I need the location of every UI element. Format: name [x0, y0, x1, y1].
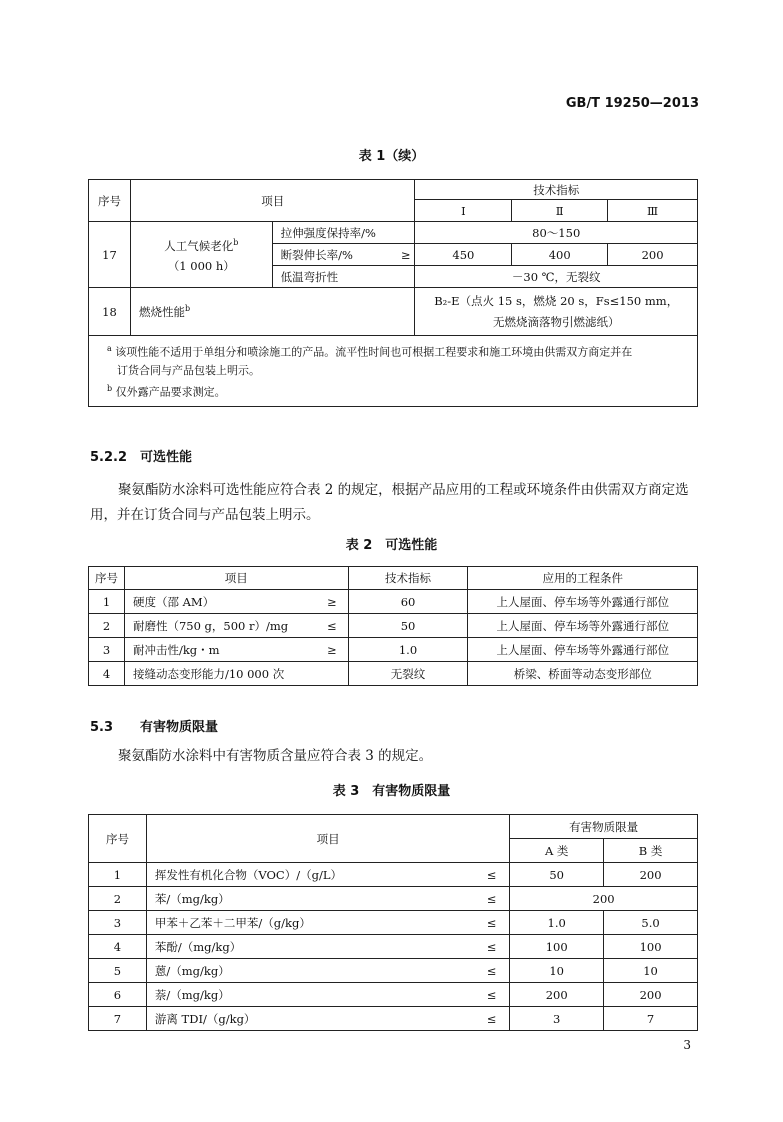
table1-caption: 表 1（续）: [358, 149, 425, 164]
t3-row-a: 100: [510, 935, 604, 959]
t1-head-item: 项目: [130, 180, 415, 222]
t3-head-item: 项目: [146, 815, 509, 863]
t3-row-cmp: ≤: [474, 983, 510, 1007]
t3-row-b: 7: [604, 1007, 698, 1031]
t3-row-no: 4: [89, 935, 147, 959]
t2-row-cond: 上人屋面、停车场等外露通行部位: [468, 590, 698, 614]
t1-note-b-line1: 仅外露产品要求测定。: [115, 385, 226, 399]
t2-row-item: 耐磨性（750 g，500 r）/mg: [124, 614, 316, 638]
t3-head-class-a: A 类: [510, 839, 604, 863]
t1-r17-group-duration: （1 000 h）: [167, 258, 235, 273]
t1-r18-label-text: 燃烧性能: [138, 304, 185, 319]
table3: [88, 814, 698, 1031]
t3-row-item: 挥发性有机化合物（VOC）/（g/L）: [146, 863, 473, 887]
t3-row-b: 200: [604, 863, 698, 887]
t3-head-limit: 有害物质限量: [510, 815, 698, 839]
page-number: 3: [683, 1038, 691, 1052]
t3-row-b: 10: [604, 959, 698, 983]
t1-r18-value-line2: 无燃烧滴落物引燃滤纸）: [492, 314, 620, 329]
t3-row-a: 200: [510, 983, 604, 1007]
t3-row-a: 10: [510, 959, 604, 983]
t3-row-no: 2: [89, 887, 147, 911]
t3-row-a: 1.0: [510, 911, 604, 935]
t2-row-cond: 上人屋面、停车场等外露通行部位: [468, 614, 698, 638]
t1-r17-elong-v1: 450: [415, 244, 512, 266]
t2-row-value: 60: [348, 590, 468, 614]
t1-note-a-line2: 订货合同与产品包装上明示。: [117, 364, 260, 377]
t3-row-no: 6: [89, 983, 147, 1007]
t2-row-value: 50: [348, 614, 468, 638]
t2-row-value: 无裂纹: [348, 662, 468, 686]
t2-row-cmp: ≥: [316, 638, 348, 662]
t2-head-tech: 技术指标: [348, 567, 468, 590]
t1-r17-elong-cmp: ≥: [380, 244, 415, 266]
t3-row-b: 5.0: [604, 911, 698, 935]
t1-r18-value-line1: B₂-E（点火 15 s，燃烧 20 s，Fs≤150 mm，: [434, 293, 679, 308]
t1-r17-elong-label: 断裂伸长率/%: [272, 244, 380, 266]
t3-row-no: 1: [89, 863, 147, 887]
t1-head-grade-2: Ⅱ: [512, 200, 608, 222]
section-5-2-2-heading: [90, 446, 192, 465]
t1-r17-no: 17: [89, 222, 131, 288]
table1: [88, 179, 698, 407]
t3-row-a: 3: [510, 1007, 604, 1031]
t1-r18-no: 18: [89, 288, 131, 336]
t1-r17-group-name: 人工气候老化: [164, 238, 234, 253]
t2-row-no: 3: [89, 638, 125, 662]
t2-row-cmp: ≥: [316, 590, 348, 614]
t3-row-no: 3: [89, 911, 147, 935]
t1-r18-value: [415, 288, 698, 336]
t3-head-class-b: B 类: [604, 839, 698, 863]
t3-row-merged: 200: [510, 887, 698, 911]
section-5-2-2-paragraph: 聚氨酯防水涂料可选性能应符合表 2 的规定，根据产品应用的工程或环境条件由供需双方商定选用，并在订货合同与产品包装上明示。: [90, 482, 689, 523]
t3-head-no: 序号: [89, 815, 147, 863]
t2-head-cond: 应用的工程条件: [468, 567, 698, 590]
t2-head-no: 序号: [89, 567, 125, 590]
t3-row-item: 苯酚/（mg/kg）: [146, 935, 473, 959]
section-5-3-number: 5.3: [90, 720, 114, 735]
t1-r17-elong-v3: 200: [608, 244, 698, 266]
t2-head-item: 项目: [124, 567, 348, 590]
t2-row-no: 4: [89, 662, 125, 686]
t3-row-cmp: ≤: [474, 1007, 510, 1031]
t2-row-cmp: ≤: [316, 614, 348, 638]
t3-row-item: 蒽/（mg/kg）: [146, 959, 473, 983]
t3-row-b: 200: [604, 983, 698, 1007]
t1-note-a-mark: a: [107, 344, 112, 354]
t1-r17-elong-v2: 400: [512, 244, 608, 266]
t1-r18-label: [130, 288, 415, 336]
t3-row-cmp: ≤: [474, 911, 510, 935]
t2-row-no: 2: [89, 614, 125, 638]
table2: [88, 566, 698, 686]
t1-r17-tensile-label: 拉伸强度保持率/%: [272, 222, 415, 244]
t2-row-item: 硬度（邵 AM）: [124, 590, 316, 614]
t1-r17-group: [130, 222, 272, 288]
t1-footnotes: [89, 336, 698, 407]
t3-row-a: 50: [510, 863, 604, 887]
t3-row-item: 游离 TDI/（g/kg）: [146, 1007, 473, 1031]
t1-r17-group-sup: b: [233, 238, 239, 248]
t2-row-no: 1: [89, 590, 125, 614]
t1-note-a-line1: 该项性能不适用于单组分和喷涂施工的产品。流平性时间也可根据工程要求和施工环境由供需双方商定并在: [115, 346, 633, 359]
t1-r17-tensile-value: 80～150: [415, 222, 698, 244]
t3-row-cmp: ≤: [474, 887, 510, 911]
section-5-3-title: 有害物质限量: [140, 720, 219, 735]
t1-r17-fold-label: 低温弯折性: [272, 266, 415, 288]
t3-row-item: 萘/（mg/kg）: [146, 983, 473, 1007]
t3-row-item: 甲苯＋乙苯＋二甲苯/（g/kg）: [146, 911, 473, 935]
t3-row-cmp: ≤: [474, 959, 510, 983]
t1-note-b-mark: b: [107, 384, 113, 393]
t3-row-no: 7: [89, 1007, 147, 1031]
t2-row-cmp: [316, 662, 348, 686]
t2-row-cond: 上人屋面、停车场等外露通行部位: [468, 638, 698, 662]
section-5-3-paragraph: 聚氨酯防水涂料中有害物质含量应符合表 3 的规定。: [118, 748, 433, 764]
t1-r17-fold-value: －30 ℃，无裂纹: [415, 266, 698, 288]
t1-head-tech: 技术指标: [415, 180, 698, 200]
t3-row-item: 苯/（mg/kg）: [146, 887, 473, 911]
t2-row-item: 耐冲击性/kg・m: [124, 638, 316, 662]
t1-r18-label-sup: b: [184, 303, 191, 313]
t2-row-cond: 桥梁、桥面等动态变形部位: [468, 662, 698, 686]
t2-row-value: 1.0: [348, 638, 468, 662]
standard-number: GB/T 19250—2013: [565, 96, 699, 111]
t1-head-grade-3: Ⅲ: [608, 200, 698, 222]
section-5-2-2-number: 5.2.2: [90, 450, 128, 465]
t3-row-b: 100: [604, 935, 698, 959]
t3-row-cmp: ≤: [474, 935, 510, 959]
table3-caption: 表 3 有害物质限量: [332, 784, 451, 799]
t2-row-item: 接缝动态变形能力/10 000 次: [124, 662, 316, 686]
section-5-3-heading: [90, 716, 218, 735]
t1-head-grade-1: Ⅰ: [415, 200, 512, 222]
t1-head-no: 序号: [89, 180, 131, 222]
t3-row-cmp: ≤: [474, 863, 510, 887]
table2-caption: 表 2 可选性能: [345, 538, 438, 553]
section-5-2-2-title: 可选性能: [140, 450, 193, 465]
t3-row-no: 5: [89, 959, 147, 983]
